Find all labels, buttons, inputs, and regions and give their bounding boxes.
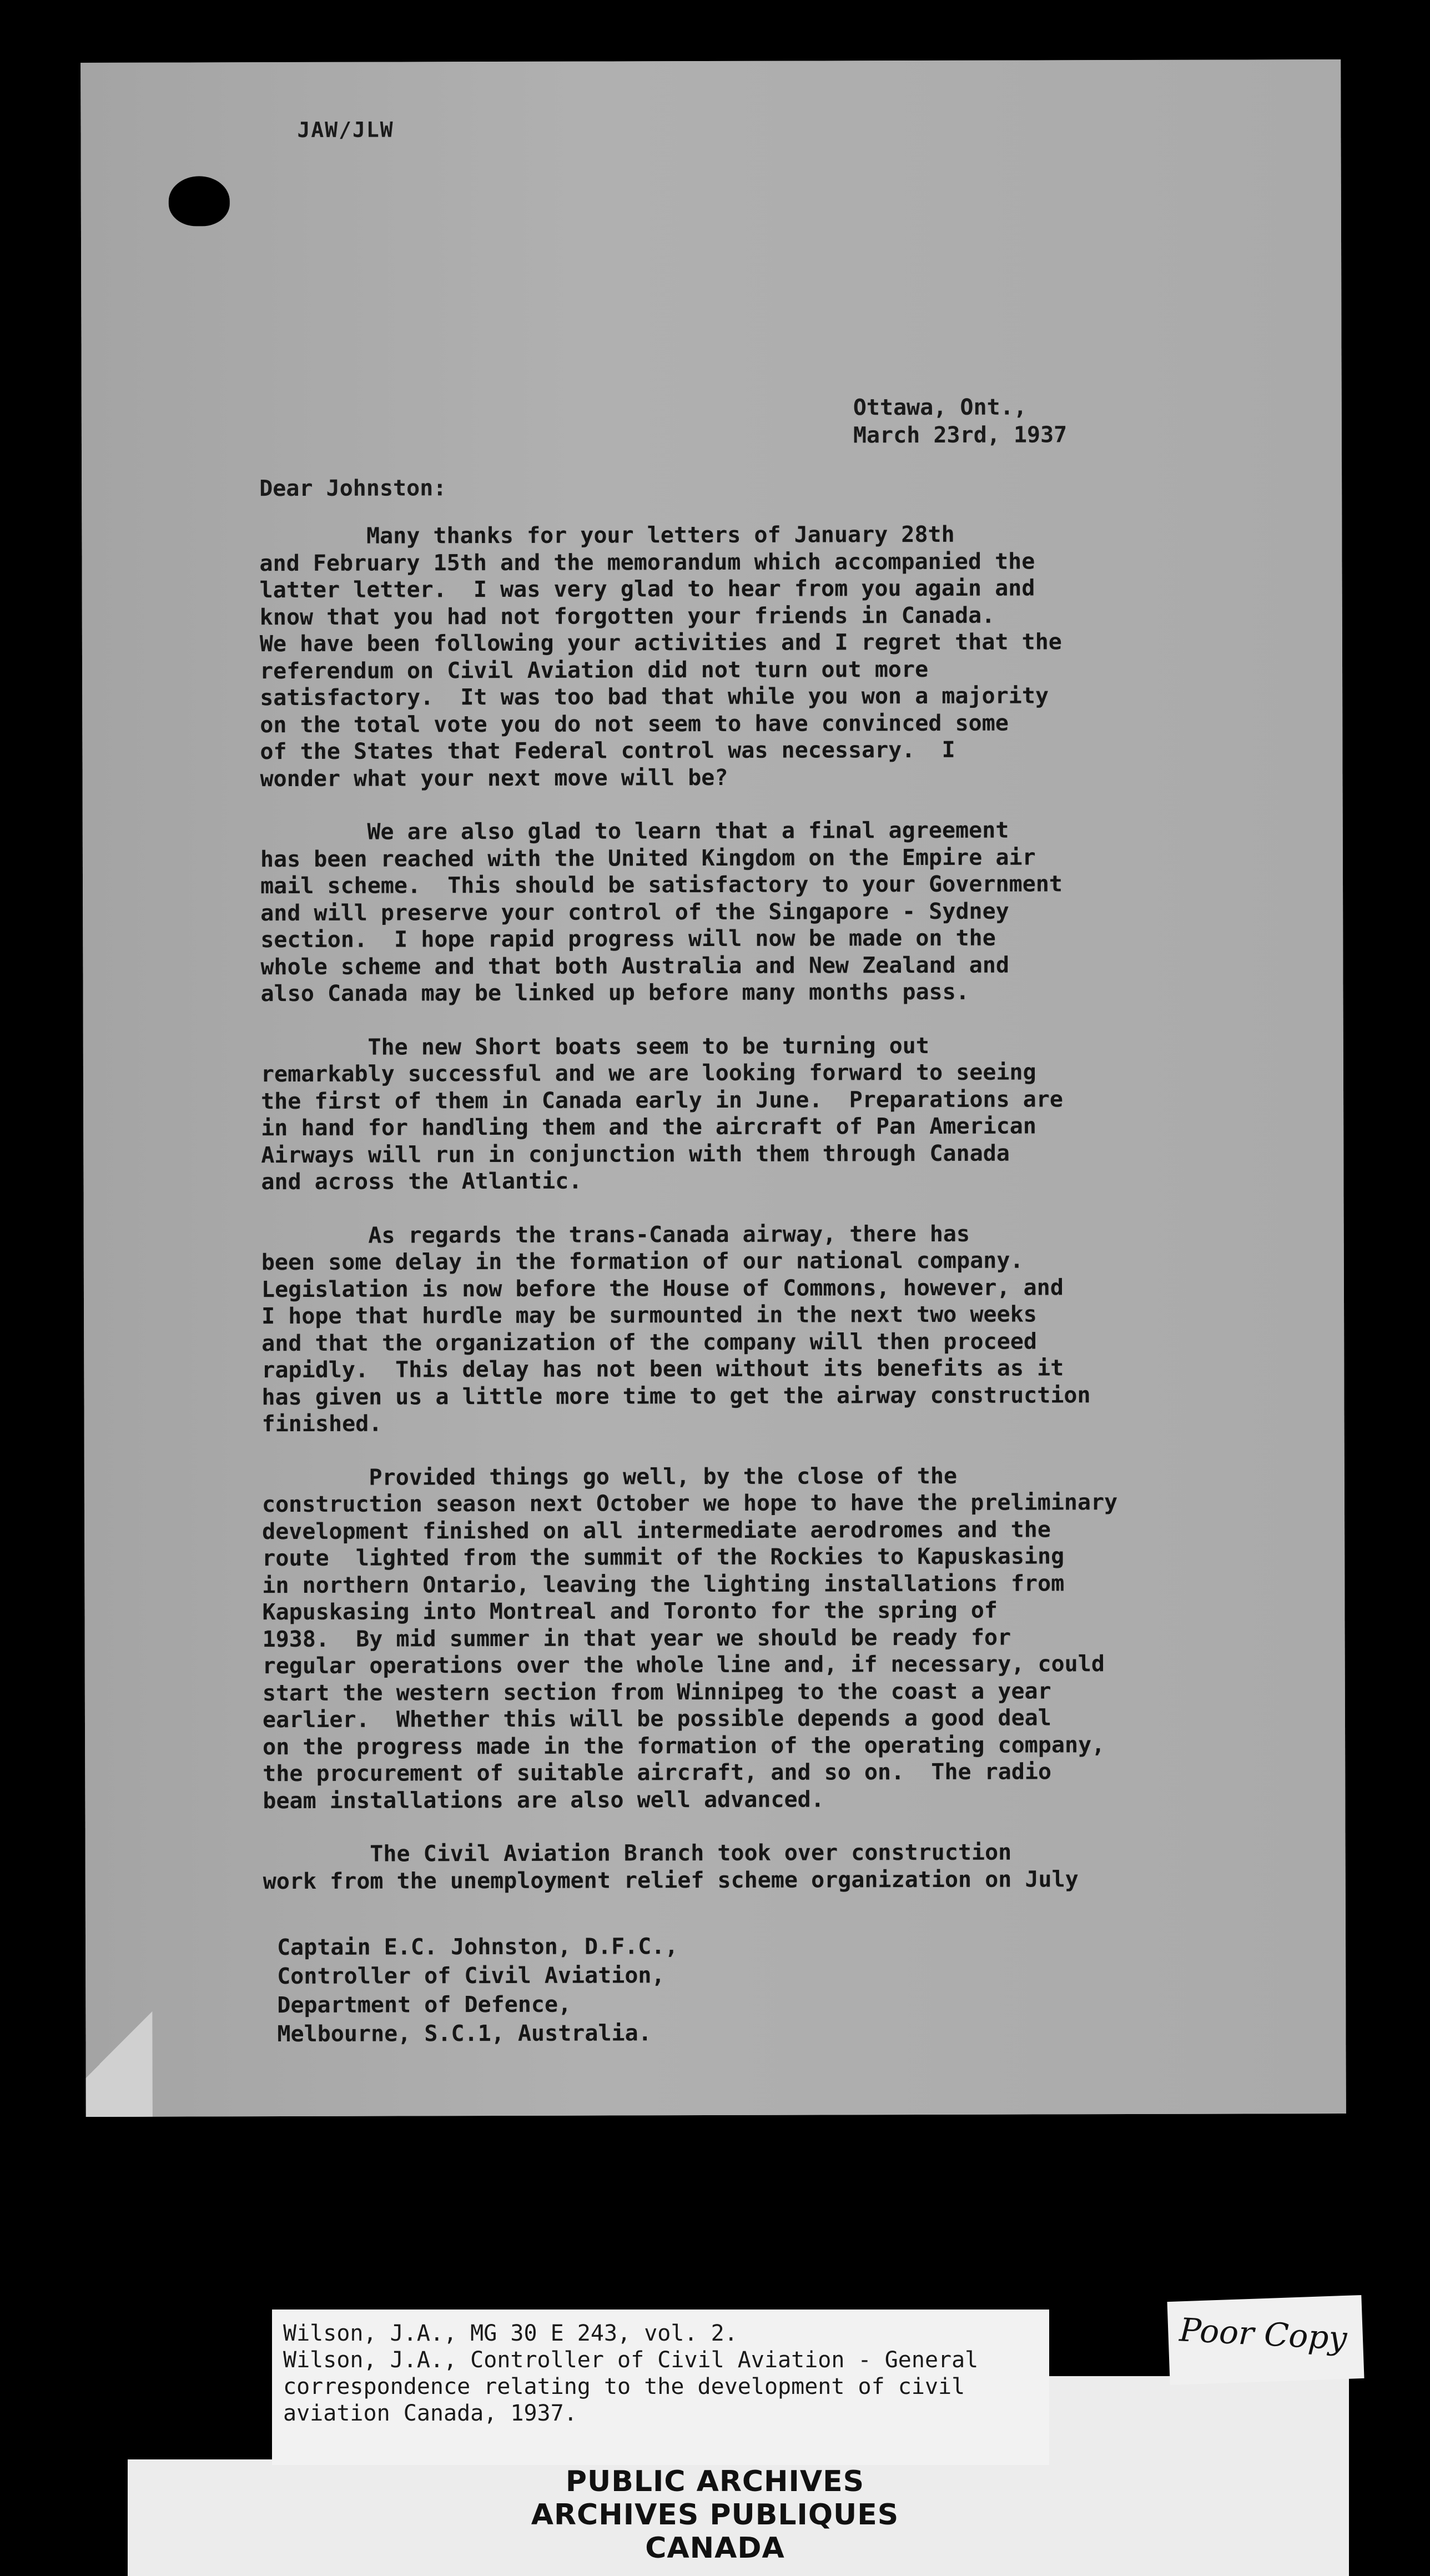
letter-page	[80, 59, 1346, 2117]
salutation: Dear Johnston:	[259, 475, 447, 502]
paragraph-6: The Civil Aviation Branch took over construction work from the unemployment relief scheme organization on July	[263, 1839, 1079, 1894]
paragraph-2: We are also glad to learn that a final agreement has been reached with the United Kingdom on the Empire air mail scheme. This should be satisfactory to your Government and will preserve your control of the Singapore - Sydney section. I hope rapid progress will now be made on the whole scheme and that both Australia and New Zealand and also Canada may be linked up before many months pass.	[260, 817, 1063, 1007]
recipient-address: Captain E.C. Johnston, D.F.C., Controller of Civil Aviation, Department of Defence, Melbourne, S.C.1, Australia.	[276, 1934, 678, 2047]
archives-line-1: PUBLIC ARCHIVES	[565, 2465, 865, 2498]
reference-initials: JAW/JLW	[297, 117, 394, 142]
date: March 23rd, 1937	[853, 422, 1068, 449]
archives-line-2: ARCHIVES PUBLIQUES	[531, 2498, 899, 2532]
poor-copy-note	[1167, 2295, 1364, 2385]
paragraph-3: The new Short boats seem to be turning out remarkably successful and we are looking forward to seeing the first of them in Canada early in June. Preparations are in hand for handling them and the aircraft of Pan American Airways will run in conjunction with them through Canada and across the Atlantic.	[260, 1033, 1064, 1195]
paragraph-1: Many thanks for your letters of January 28th and February 15th and the memorandum which accompanied the latter letter. I was very glad to hear from you again and know that you had not forgotten your friends in Canada. We have been following your activities and I regret that the referendum on Civil Aviation did not turn out more satisfactory. It was too bad that while you won a majority on the total vote you do not seem to have convinced some of the States that Federal control was necessary. I wonder what your next move will be?	[259, 521, 1062, 792]
poor-copy-text: Poor Copy	[1179, 2311, 1348, 2358]
label-line-2: Wilson, J.A., Controller of Civil Aviation - General	[283, 2347, 979, 2373]
label-line-3: correspondence relating to the development of civil	[283, 2374, 965, 2399]
strip-notch	[128, 2376, 278, 2459]
archives-line-3: CANADA	[645, 2532, 785, 2565]
letter-body	[259, 520, 1346, 1921]
punch-hole	[169, 176, 230, 226]
page-corner-fold	[85, 1973, 153, 2117]
paragraph-4: As regards the trans-Canada airway, there has been some delay in the formation of our national company. Legislation is now before the House of Commons, however, and I hope that hurdle may be surmounted in the next two weeks and that the organization of the company will then proceed rapidly. This delay has not been without its benefits as it has given us a little more time to get the airway construction finished.	[261, 1221, 1091, 1437]
date-place: Ottawa, Ont.,	[853, 394, 1027, 421]
dateline	[853, 393, 1068, 449]
label-line-1: Wilson, J.A., MG 30 E 243, vol. 2.	[283, 2321, 738, 2346]
archive-reference-card	[272, 2310, 1049, 2465]
label-line-4: aviation Canada, 1937.	[283, 2401, 577, 2426]
paragraph-5: Provided things go well, by the close of the construction season next October we hope to have the preliminary development finished on all intermediate aerodromes and the route lighted from the summit of the Rockies to Kapuskasing in northern Ontario, leaving the lighting installations from Kapuskasing into Montreal and Toronto for the spring of 1938. By mid summer in that year we should be ready for regular operations over the whole line and, if necessary, could start the western section from Winnipeg to the coast a year earlier. Whether this will be possible depends a good deal on the progress made in the formation of the operating company, the procurement of suitable aircraft, and so on. The radio beam installations are also well advanced.	[261, 1463, 1118, 1814]
